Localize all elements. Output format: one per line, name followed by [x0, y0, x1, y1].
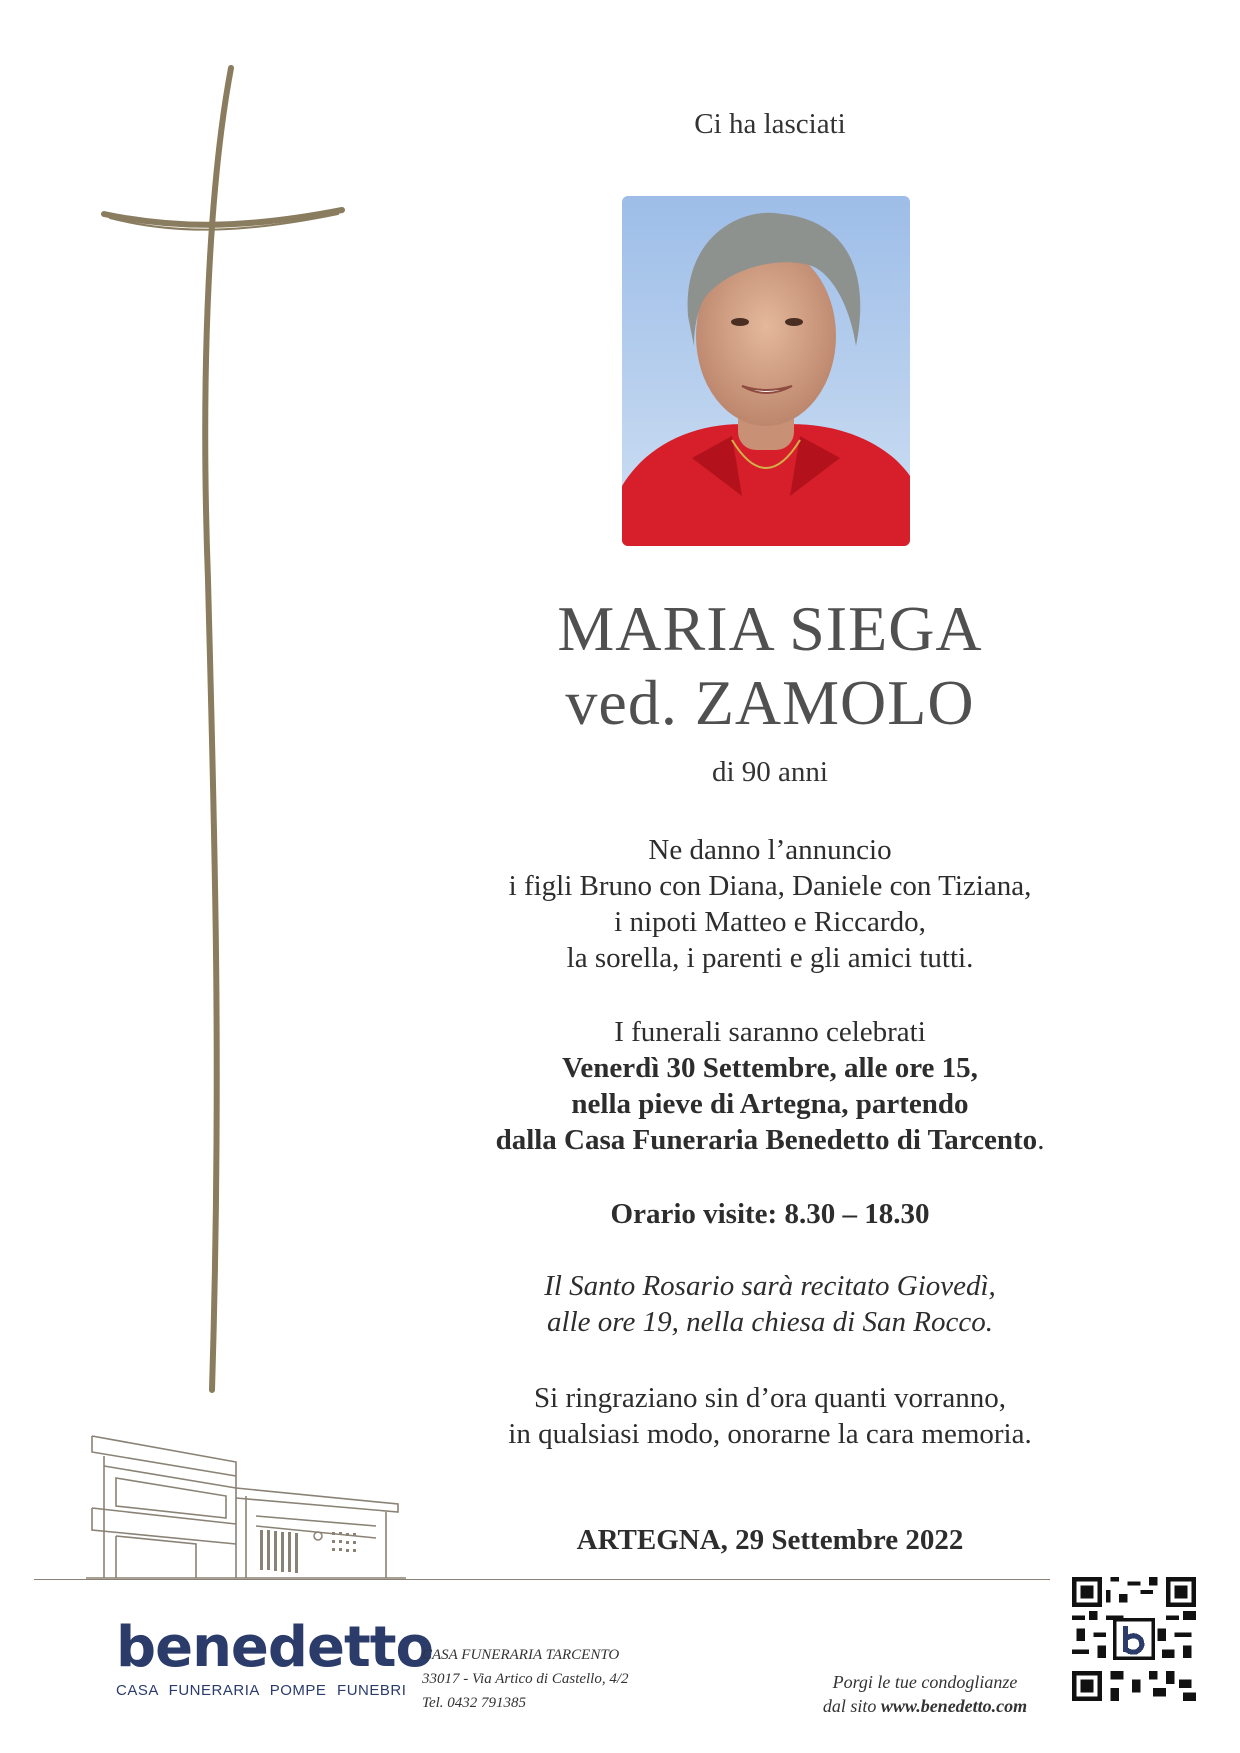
office-address [422, 1643, 629, 1715]
funeral-line: I funerali saranno celebrati [614, 1016, 926, 1048]
funeral-details [440, 1014, 1100, 1158]
intro-text: Ci ha lasciati [694, 108, 846, 140]
visiting-hours: Orario visite: 8.30 – 18.30 [610, 1198, 930, 1230]
rosary-line: alle ore 19, nella chiesa di San Rocco. [547, 1306, 993, 1338]
announcement-line: la sorella, i parenti e gli amici tutti. [566, 942, 974, 974]
logo-subtitle: CASA FUNERARIA POMPE FUNEBRI [116, 1682, 407, 1699]
announcement [440, 832, 1100, 976]
name-line-1: MARIA SIEGA [557, 593, 983, 664]
condolences-site-line [790, 1694, 1060, 1718]
name-line-2: ved. ZAMOLO [565, 667, 975, 738]
funeral-period: . [1037, 1124, 1045, 1156]
office-street: 33017 - Via Artico di Castello, 4/2 [422, 1671, 629, 1687]
footer-divider [34, 1579, 1050, 1580]
funeral-place: nella pieve di Artegna, partendo [571, 1088, 969, 1120]
place-and-date: ARTEGNA, 29 Settembre 2022 [576, 1524, 964, 1556]
website-link[interactable]: www.benedetto.com [880, 1696, 1028, 1716]
condolences-line: Porgi le tue condoglianze [832, 1672, 1018, 1692]
funeral-departure-text: dalla Casa Funeraria Benedetto di Tarcento [495, 1124, 1038, 1156]
portrait-photo [622, 196, 910, 546]
funeral-home-building-icon [86, 1426, 406, 1586]
office-phone: Tel. 0432 791385 [422, 1695, 527, 1711]
announcement-line: i nipoti Matteo e Riccardo, [614, 906, 926, 938]
cross-icon [90, 60, 350, 1400]
thanks-line: Si ringraziano sin d’ora quanti vorranno, [534, 1382, 1006, 1414]
condolences-note [790, 1670, 1060, 1718]
rosary-line: Il Santo Rosario sarà recitato Giovedì, [544, 1270, 996, 1302]
benedetto-logo: benedetto [116, 1615, 433, 1680]
funeral-date: Venerdì 30 Settembre, alle ore 15, [562, 1052, 978, 1084]
funeral-departure [440, 1122, 1100, 1158]
rosary-info [440, 1268, 1100, 1340]
office-name: CASA FUNERARIA TARCENTO [422, 1647, 620, 1663]
age-text: di 90 anni [712, 756, 828, 788]
announcement-line: i figli Bruno con Diana, Daniele con Tiziana, [508, 870, 1032, 902]
thanks-message [440, 1380, 1100, 1452]
qr-code-icon[interactable] [1072, 1577, 1196, 1701]
condolences-prefix: dal sito [822, 1696, 881, 1716]
thanks-line: in qualsiasi modo, onorarne la cara memoria. [508, 1418, 1032, 1450]
announcement-line: Ne danno l’annuncio [648, 834, 892, 866]
deceased-name [440, 592, 1100, 740]
